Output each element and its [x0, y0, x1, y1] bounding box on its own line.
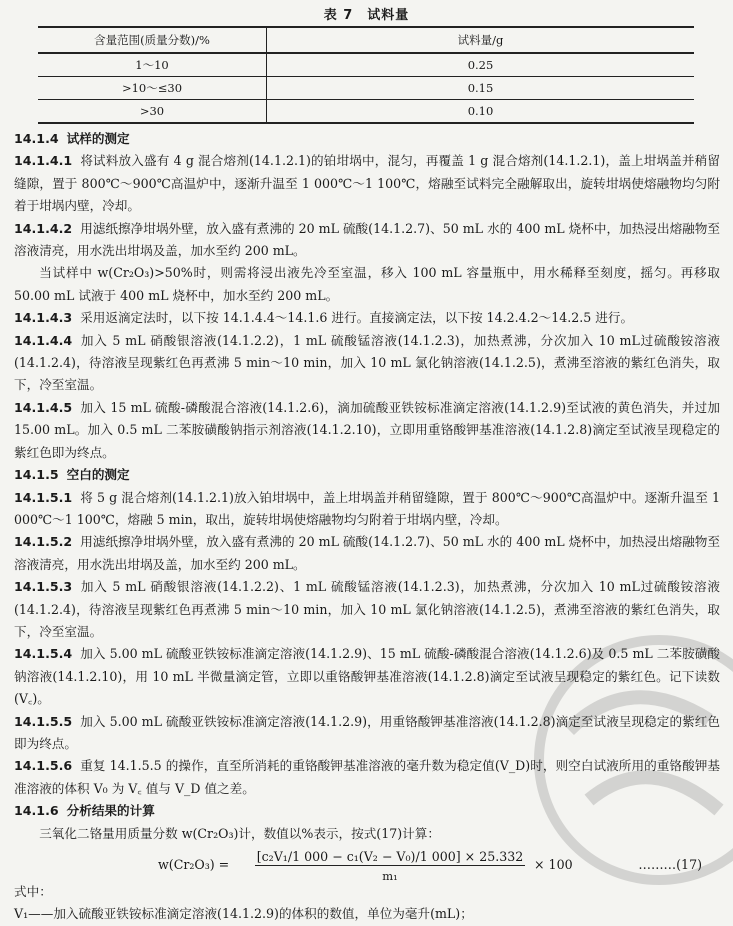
cell-amount: 0.10: [267, 100, 695, 124]
equation-numerator: [c₂V₁/1 000 − c₁(V₂ − V₀)/1 000] × 25.332: [256, 849, 524, 864]
section-heading: 14.1.6 分析结果的计算: [14, 803, 155, 819]
paragraph: 14.1.5.3 加入 5 mL 硝酸银溶液(14.1.2.2)、1 mL 硫酸锰溶液(14.1.2.3)，加热煮沸，分次加入 10 mL过硫酸铵溶液(14.1.2.4)，待溶液呈现紫红色再煮沸 5 min～10 min，加入 10 mL 氯化钠溶液(14.1.2.5)，煮沸至溶液的紫红色消失，取下，冷至室温。: [14, 579, 720, 639]
sample-amount-table: [38, 26, 694, 124]
equation-denominator: m₁: [382, 869, 398, 884]
where-label: 式中：: [14, 884, 52, 899]
cell-range: >10～≤30: [38, 77, 267, 100]
table-title: 表 7 试料量: [323, 8, 410, 23]
cell-amount: 0.15: [267, 77, 695, 100]
paragraph: 14.1.5.2 用滤纸擦净坩埚外壁，放入盛有煮沸的 20 mL 硫酸(14.1.2.7)、50 mL 水的 400 mL 烧杯中，加热浸出熔融物至溶液清亮，用水洗出坩埚及盖，加水至约 200 mL。: [14, 534, 720, 572]
cell-range: 1～10: [38, 53, 267, 77]
paragraph: 14.1.4.4 加入 5 mL 硝酸银溶液(14.1.2.2)，1 mL 硫酸锰溶液(14.1.2.3)，加热煮沸，分次加入 10 mL过硫酸铵溶液(14.1.2.4)，待溶液呈现紫红色再煮沸 5 min～10 min，加入 10 mL 氯化钠溶液(14.1.2.5)，煮沸至溶液的紫红色消失，取下，冷至室温。: [14, 332, 720, 393]
paragraph: 当试样中 w(Cr₂O₃)>50%时，则需将浸出液先冷至室温，移入 100 mL 容量瓶中，用水稀释至刻度，摇匀。再移取 50.00 mL 试液于 400 mL 烧杯中，加水至约 200 mL。: [14, 265, 720, 303]
equation-lhs: w(Cr₂O₃) =: [158, 857, 230, 872]
paragraph: 14.1.4.1 将试料放入盛有 4 g 混合熔剂(14.1.2.1)的铂坩埚中，混匀，再覆盖 1 g 混合熔剂(14.1.2.1)，盖上坩埚盖并稍留缝隙，置于 800℃～900℃高温炉中，逐渐升温至 1 000℃～1 100℃，熔融至试料完全融解取出，旋转坩埚使熔融物均匀附着于坩埚内壁，冷却。: [14, 153, 720, 214]
paragraph: 三氧化二铬量用质量分数 w(Cr₂O₃)计，数值以%表示，按式(17)计算：: [39, 825, 440, 841]
paragraph: 14.1.5.6 重复 14.1.5.5 的操作，直至所消耗的重铬酸钾基准溶液的毫升数为稳定值(V_D)时，则空白试液所用的重铬酸钾基准溶液的体积 V₀ 为 V꜀ 值与 V_D 值之差。: [14, 758, 720, 796]
equation-number: ………(17): [638, 857, 702, 872]
table-header-row: [38, 27, 694, 53]
paragraph: 14.1.5.1 将 5 g 混合熔剂(14.1.2.1)放入铂坩埚中，盖上坩埚盖并稍留缝隙，置于 800℃～900℃高温炉中。逐渐升温至 1 000℃～1 100℃，熔融 5 min，取出，旋转坩埚使熔融物均匀附着于坩埚内壁，冷却。: [14, 489, 720, 527]
header-sample-amount: 试料量/g: [267, 27, 695, 53]
table-row: [38, 53, 694, 77]
paragraph: 14.1.5.5 加入 5.00 mL 硫酸亚铁铵标准滴定溶液(14.1.2.9)，用重铬酸钾基准溶液(14.1.2.8)滴定至试液呈现稳定的紫红色即为终点。: [14, 713, 720, 751]
variable-definition: V₁——加入硫酸亚铁铵标准滴定溶液(14.1.2.9)的体积的数值，单位为毫升(mL)；: [14, 906, 473, 922]
equation-multiplier: × 100: [534, 857, 573, 872]
cell-range: >30: [38, 100, 267, 124]
equation-fraction: [236, 846, 544, 884]
header-content-range: 含量范围(质量分数)/%: [38, 27, 267, 53]
section-heading: 14.1.5 空白的测定: [14, 467, 130, 483]
paragraph: 14.1.4.2 用滤纸擦净坩埚外壁，放入盛有煮沸的 20 mL 硫酸(14.1.2.7)、50 mL 水的 400 mL 烧杯中，加热浸出熔融物至溶液清亮，用水洗出坩埚及盖，加水至约 200 mL。: [14, 220, 720, 259]
paragraph: 14.1.4.3 采用返滴定法时，以下按 14.1.4.4～14.1.6 进行。直接滴定法，以下按 14.2.4.2～14.2.5 进行。: [14, 310, 634, 326]
paragraph: 14.1.5.4 加入 5.00 mL 硫酸亚铁铵标准滴定溶液(14.1.2.9)、15 mL 硫酸-磷酸混合溶液(14.1.2.6)及 0.5 mL 二苯胺磺酸钠溶液(14.1.2.10)，用 10 mL 半微量滴定管，立即以重铬酸钾基准溶液(14.1.2.8)滴定至试液呈现稳定的紫红色。记下读数(V꜀)。: [14, 646, 720, 707]
section-heading: 14.1.4 试样的测定: [14, 131, 130, 146]
cell-amount: 0.25: [267, 53, 695, 77]
table-row: [38, 100, 694, 124]
watermark-stamp-icon: [509, 610, 733, 910]
table-row: [38, 77, 694, 100]
paragraph: 14.1.4.5 加入 15 mL 硫酸-磷酸混合溶液(14.1.2.6)，滴加硫酸亚铁铵标准滴定溶液(14.1.2.9)至试液的黄色消失，并过加 15.00 mL。加入 0.5 mL 二苯胺磺酸钠指示剂溶液(14.1.2.10)，立即用重铬酸钾基准溶液(14.1.2.8)滴定至试液呈现稳定的紫红色即为终点。: [14, 399, 720, 460]
